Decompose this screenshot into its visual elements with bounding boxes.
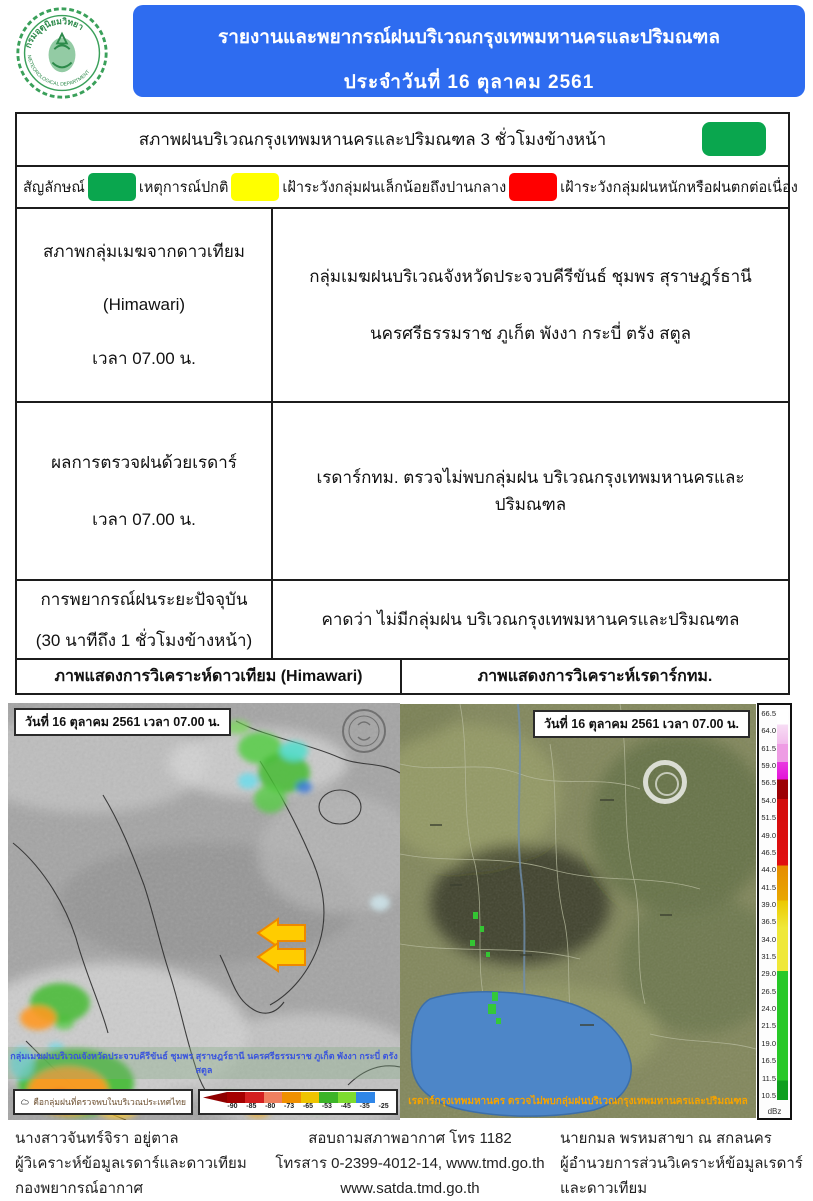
- dbz-tick-label: 46.5: [761, 847, 776, 857]
- footer-contact-line: สอบถามสภาพอากาศ โทร 1182: [308, 1130, 512, 1147]
- dbz-tick-label: 34.0: [761, 934, 776, 944]
- dbz-tick-label: 61.5: [761, 743, 776, 753]
- temp-color-segment: [375, 1092, 393, 1103]
- dbz-tick-label: 49.0: [761, 830, 776, 840]
- dbz-tick-label: 10.5: [761, 1090, 776, 1100]
- temp-tick-label: -35: [359, 1103, 370, 1110]
- radar-summary-row: [17, 401, 788, 579]
- footer-analyst-line: ผู้วิเคราะห์ข้อมูลเรดาร์และดาวเทียม: [15, 1155, 247, 1172]
- footer-contact-line: โทรสาร 0-2399-4012-14, www.tmd.go.th: [275, 1155, 545, 1172]
- dbz-tick-label: 36.5: [761, 917, 776, 927]
- dbz-tick-label: 66.5: [761, 709, 776, 718]
- temp-color-segment: [264, 1092, 282, 1103]
- satellite-summary-row: [17, 207, 788, 401]
- radar-label-line: เวลา 07.00 น.: [92, 510, 196, 529]
- radar-summary-label: [17, 403, 273, 579]
- temp-scale-arrow-icon: [203, 1092, 227, 1103]
- temp-tick-label: -25: [378, 1103, 389, 1110]
- temp-tick-label: -90: [227, 1103, 238, 1110]
- dbz-tick-label: 56.5: [761, 778, 776, 788]
- dbz-tick-label: 54.0: [761, 795, 776, 805]
- legend-item-label: เฝ้าระวังกลุ่มฝนเล็กน้อยถึงปานกลาง: [282, 179, 507, 196]
- satellite-image-header: ภาพแสดงการวิเคราะห์ดาวเทียม (Himawari): [17, 660, 402, 693]
- dbz-scale: [757, 703, 792, 1120]
- temp-color-segment: [356, 1092, 374, 1103]
- dbz-tick-label: 39.0: [761, 899, 776, 909]
- satellite-image: [8, 703, 400, 1120]
- dbz-tick-label: 26.5: [761, 986, 776, 996]
- nowcast-text-line: คาดว่า ไม่มีกลุ่มฝน บริเวณกรุงเทพมหานครและปริมณฑล: [321, 610, 740, 629]
- dbz-tick-label: 31.5: [761, 952, 776, 962]
- image-header-row: [17, 658, 788, 693]
- footer-contact-line: www.satda.tmd.go.th: [340, 1180, 480, 1197]
- footer-analyst-line: นางสาวจันทร์จิรา อยู่ตาล: [15, 1130, 179, 1147]
- temp-color-segment: [338, 1092, 356, 1103]
- svg-text:กรมอุตุนิยมวิทยา: กรมอุตุนิยมวิทยา: [22, 16, 86, 50]
- dbz-tick-label: 44.0: [761, 865, 776, 875]
- dbz-tick-label: 11.5: [761, 1073, 776, 1083]
- dbz-tick-label: 24.0: [761, 1004, 776, 1014]
- legend-item-label: เฝ้าระวังกลุ่มฝนหนักหรือฝนตกต่อเนื่อง: [560, 179, 798, 196]
- footer-contact-block: [260, 1126, 560, 1201]
- nowcast-label-line: (30 นาทีถึง 1 ชั่วโมงข้างหน้า): [35, 630, 253, 650]
- dbz-scale-labels: [761, 709, 777, 1100]
- dbz-color-strip: [777, 709, 788, 1100]
- temp-color-strip: [203, 1092, 393, 1103]
- status-headline: สภาพฝนบริเวณกรุงเทพมหานครและปริมณฑล 3 ชั่วโมงข้างหน้า: [138, 130, 607, 149]
- legend-swatch: [88, 173, 136, 201]
- footer-analyst-line: กองพยากรณ์อากาศ: [15, 1180, 144, 1197]
- cloud-icon: [20, 1095, 29, 1109]
- dbz-tick-label: 21.5: [761, 1021, 776, 1031]
- nowcast-label-line: การพยากรณ์ฝนระยะปัจจุบัน: [40, 589, 248, 609]
- cloud-legend-note: คือกลุ่มฝนที่ตรวจพบในบริเวณประเทศไทย: [33, 1097, 186, 1107]
- satellite-temp-scale: [198, 1089, 398, 1115]
- temp-color-segment: [282, 1092, 300, 1103]
- status-row: [17, 114, 788, 165]
- radar-timestamp: วันที่ 16 ตุลาคม 2561 เวลา 07.00 น.: [533, 710, 750, 738]
- seal-icon: [12, 5, 112, 101]
- temp-color-segment: [245, 1092, 263, 1103]
- temp-color-segment: [301, 1092, 319, 1103]
- satellite-label-line: เวลา 07.00 น.: [92, 349, 196, 368]
- legend-row: [17, 165, 798, 207]
- satellite-summary-text: [273, 209, 788, 401]
- temp-tick-label: -53: [321, 1103, 332, 1110]
- legend-item-label: เหตุการณ์ปกติ: [138, 179, 229, 196]
- footer-analyst-block: [15, 1126, 260, 1201]
- temp-scale-labels: [223, 1103, 393, 1110]
- nowcast-text: [273, 581, 788, 658]
- satellite-summary-line: กลุ่มเมฆฝนบริเวณจังหวัดประจวบคีรีขันธ์ ชุมพร สุราษฎร์ธานี: [309, 267, 752, 286]
- radar-summary-text: [273, 403, 788, 579]
- temp-tick-label: -80: [265, 1103, 276, 1110]
- dbz-tick-label: 29.0: [761, 969, 776, 979]
- satellite-cloud-legend: [13, 1089, 193, 1115]
- legend-swatch: [509, 173, 557, 201]
- footer-director-line: ผู้อำนวยการส่วนวิเคราะห์ข้อมูลเรดาร์และดาวเทียม: [560, 1155, 803, 1197]
- radar-summary-line: เรดาร์กทม. ตรวจไม่พบกลุ่มฝน บริเวณกรุงเทพมหานครและปริมณฑล: [316, 468, 745, 514]
- report-table: [15, 112, 798, 695]
- temp-tick-label: -45: [340, 1103, 351, 1110]
- svg-text:METEOROLOGICAL DEPARTMENT: METEOROLOGICAL DEPARTMENT: [25, 54, 92, 88]
- dbz-tick-label: 19.0: [761, 1038, 776, 1048]
- nowcast-row: [17, 579, 788, 658]
- radar-watermark-icon: [643, 760, 687, 804]
- radar-image-header: ภาพแสดงการวิเคราะห์เรดาร์กทม.: [477, 668, 713, 685]
- report-date-line: ประจำวันที่ 16 ตุลาคม 2561: [343, 72, 595, 93]
- nowcast-label: [17, 581, 273, 658]
- footer-director-block: [560, 1126, 805, 1201]
- temp-color-segment: [227, 1092, 245, 1103]
- temp-tick-label: -65: [302, 1103, 314, 1110]
- dbz-tick-label: 59.0: [761, 761, 776, 771]
- dbz-tick-label: 64.0: [761, 726, 776, 736]
- radar-image: [400, 704, 756, 1118]
- report-footer: [15, 1126, 805, 1201]
- footer-director-line: นายกมล พรหมสาขา ณ สกลนคร: [560, 1130, 772, 1147]
- satellite-summary-label: [17, 209, 273, 401]
- satellite-timestamp: วันที่ 16 ตุลาคม 2561 เวลา 07.00 น.: [14, 708, 231, 736]
- satellite-caption: กลุ่มเมฆฝนบริเวณจังหวัดประจวบคีรีขันธ์ ชุมพร สุราษฎร์ธานี นครศรีธรรมราช ภูเก็ต พังงา กระบี่ ตรัง สตูล: [8, 1047, 400, 1079]
- dbz-unit-label: dBz: [767, 1107, 782, 1116]
- dbz-tick-label: 41.5: [761, 882, 776, 892]
- temp-color-segment: [319, 1092, 337, 1103]
- satellite-label-line: สภาพกลุ่มเมฆจากดาวเทียม: [43, 242, 245, 261]
- title-banner: [133, 5, 805, 97]
- report-title-line1: รายงานและพยากรณ์ฝนบริเวณกรุงเทพมหานครและปริมณฑล: [218, 27, 720, 48]
- legend-swatch: [231, 173, 279, 201]
- radar-caption: เรดาร์กรุงเทพมหานคร ตรวจไม่พบกลุ่มฝนบริเวณกรุงเทพมหานครและปริมณฑล: [408, 1096, 748, 1107]
- radar-map-art: [400, 704, 756, 1118]
- satellite-label-line: (Himawari): [102, 295, 186, 314]
- legend-label: สัญลักษณ์: [23, 179, 85, 196]
- dbz-tick-label: 16.5: [761, 1056, 776, 1066]
- radar-label-line: ผลการตรวจฝนด้วยเรดาร์: [51, 453, 237, 472]
- satellite-summary-line: นครศรีธรรมราช ภูเก็ต พังงา กระบี่ ตรัง สตูล: [369, 324, 692, 343]
- status-badge: [702, 122, 766, 156]
- temp-tick-label: -73: [284, 1103, 295, 1110]
- temp-tick-label: -85: [246, 1103, 257, 1110]
- tmd-seal-logo: [12, 5, 112, 101]
- dbz-tick-label: 51.5: [761, 813, 776, 823]
